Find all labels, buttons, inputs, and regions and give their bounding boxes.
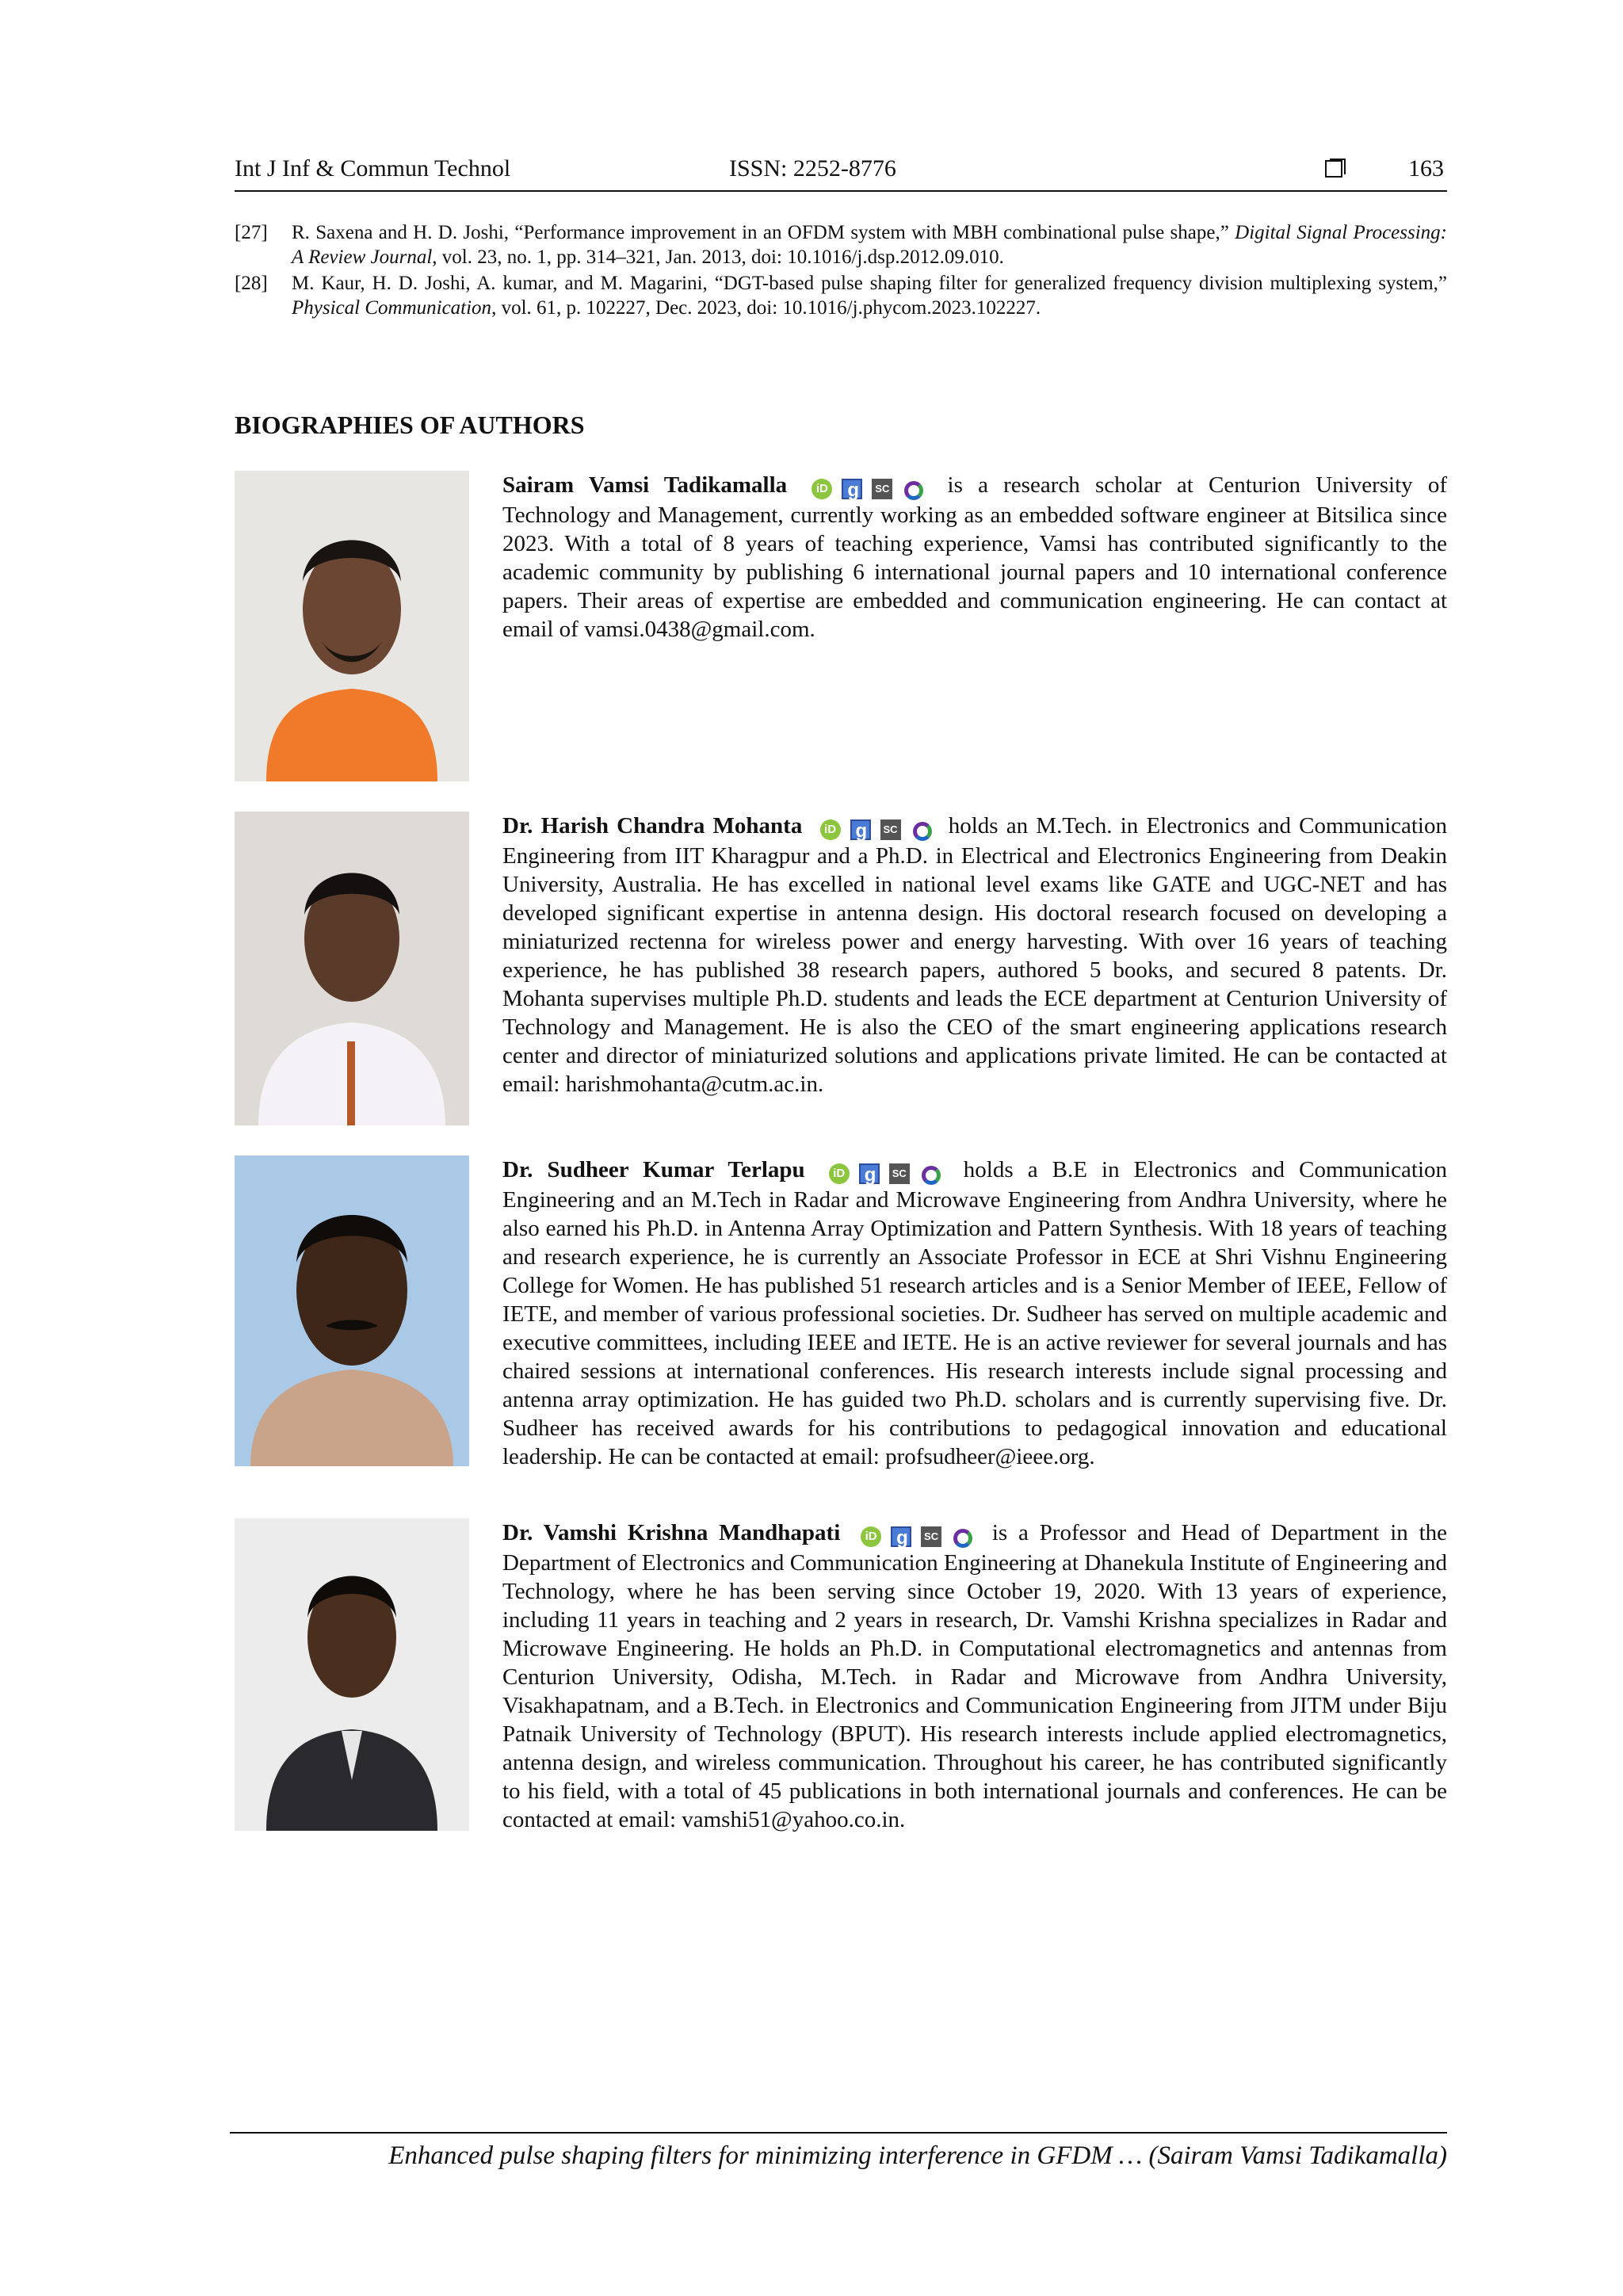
web-of-science-icon[interactable] — [911, 819, 931, 840]
journal-name: Int J Inf & Commun Technol — [235, 155, 511, 181]
reference-venue: Physical Communication — [292, 297, 492, 319]
author-description: holds a B.E in Electronics and Communication Engineering and an M.Tech in Radar and Microwave Engineering from Andhra University, where he also earned his Ph.D. in Antenna Array Optimization and Pattern Synthesis. With 18 years of teaching and research experience, he is currently an Associate Professor in ECE at Shri Vishnu Engineering College for Women. He has published 51 research articles and is a Senior Member of IEEE, Fellow of IETE, and member of various professional societies. Dr. Sudheer has served on multiple academic and executive committees, including IEEE and IETE. He is an active reviewer for several journals and has chaired sessions at international conferences. His research interests include signal processing and antenna array optimization. He has guided two Ph.D. scholars and is currently supervising five. Dr. Sudheer has received awards for his contributions to pedagogical innovation and educational leadership. He can be contacted at email: profsudheer@ieee.org. — [502, 1157, 1448, 1470]
reference-list — [235, 220, 1447, 322]
web-of-science-icon[interactable] — [951, 1526, 972, 1547]
square-bullet-icon — [1325, 160, 1342, 178]
author-photo — [235, 812, 469, 1125]
reference-text: M. Kaur, H. D. Joshi, A. kumar, and M. Magarini, “DGT-based pulse shaping filter for generalized frequency division multiplexing system,” — [292, 273, 1447, 294]
author-description: holds an M.Tech. in Electronics and Communication Engineering from IIT Kharagpur and a Ph.D. in Electrical and Electronics Engineering from Deakin University, Australia. He has excelled in national level exams like GATE and UGC-NET and has developed significant expertise in antenna design. His doctoral research focused on developing a miniaturized rectenna for wireless power and energy harvesting. With over 16 years of teaching experience, he has published 38 research papers, authored 5 books, and secured 8 patents. Dr. Mohanta supervises multiple Ph.D. students and leads the ECE department at Centurion University of Technology and Management. He is also the CEO of the smart engineering applications research center and director of miniaturized solutions and applications private limited. He can be contacted at email: harishmohanta@cutm.ac.in. — [502, 813, 1447, 1098]
author-photo — [235, 471, 469, 781]
issn: ISSN: 2252-8776 — [729, 155, 896, 181]
author-name: Dr. Harish Chandra Mohanta — [502, 813, 803, 839]
reference-number: [27] — [235, 222, 268, 243]
google-scholar-icon[interactable] — [850, 819, 871, 840]
author-description: is a Professor and Head of Department in the Department of Electronics and Communication Engineering at Dhanekula Institute of Engineering and Technology, where he has been serving since October 19, 2020. With 13 years of experience, including 11 years in teaching and 2 years in research, Dr. Vamshi Krishna specializes in Radar and Microwave Engineering. He holds an Ph.D. in Computational electromagnetics and antennas from Centurion University, Odisha, M.Tech. in Radar and Microwave from Andhra University, Visakhapatnam, and a B.Tech. in Electronics and Communication Engineering from JITM under Biju Patnaik University of Technology (BPUT). His research interests include applied electromagnetics, antenna design, and wireless communication. Throughout his career, he has contributed significantly to his field, with a total of 45 publications in both international journals and conferences. He can be contacted at email: vamshi51@yahoo.co.in. — [502, 1520, 1448, 1833]
author-photo — [235, 1156, 469, 1466]
author-description: is a research scholar at Centurion University of Technology and Management, currently working as an embedded software engineer at Bitsilica since 2023. With a total of 8 years of teaching experience, Vamsi has contributed significantly to the academic community by publishing 6 international journal papers and 10 international conference papers. Their areas of expertise are embedded and communication engineering. He can contact at email of vamsi.0438@gmail.com. — [502, 472, 1447, 643]
reference-text-end: , vol. 23, no. 1, pp. 314–321, Jan. 2013, doi: 10.1016/j.dsp.2012.09.010. — [432, 246, 1004, 268]
scopus-icon[interactable]: SC — [880, 819, 901, 840]
web-of-science-icon[interactable] — [919, 1163, 940, 1184]
author-name: Dr. Sudheer Kumar Terlapu — [502, 1157, 805, 1182]
reference-number: [28] — [235, 273, 268, 294]
reference-venue: Digital Signal Processing: A Review Journal — [292, 222, 1447, 268]
author-text — [502, 1156, 1447, 1471]
web-of-science-icon[interactable] — [902, 479, 922, 499]
orcid-icon[interactable]: iD — [861, 1526, 881, 1547]
profile-icons — [824, 1157, 945, 1186]
photo-lanyard — [347, 1041, 355, 1125]
author-name: Dr. Vamshi Krishna Mandhapati — [502, 1520, 841, 1545]
google-scholar-icon[interactable] — [842, 479, 862, 499]
reference-text: R. Saxena and H. D. Joshi, “Performance improvement in an OFDM system with MBH combinational pulse shape,” — [292, 222, 1235, 243]
scopus-icon[interactable]: SC — [889, 1163, 910, 1184]
orcid-icon[interactable]: iD — [829, 1163, 850, 1184]
orcid-icon[interactable]: iD — [812, 479, 832, 499]
author-text — [502, 1519, 1447, 1834]
section-heading: BIOGRAPHIES OF AUTHORS — [235, 411, 585, 439]
profile-icons — [856, 1520, 976, 1549]
author-text — [502, 471, 1447, 644]
author-photo — [235, 1519, 469, 1831]
reference-text-end: , vol. 61, p. 102227, Dec. 2023, doi: 10.1016/j.phycom.2023.102227. — [491, 297, 1041, 319]
profile-icons — [807, 472, 927, 501]
author-name: Sairam Vamsi Tadikamalla — [502, 472, 788, 498]
orcid-icon[interactable]: iD — [820, 819, 841, 840]
page-number: 163 — [1408, 155, 1444, 181]
reference-item — [235, 271, 1447, 320]
author-text — [502, 812, 1447, 1098]
reference-item — [235, 220, 1447, 269]
google-scholar-icon[interactable] — [891, 1526, 911, 1547]
profile-icons — [815, 813, 936, 842]
running-footer: Enhanced pulse shaping filters for minimizing interference in GFDM … (Sairam Vamsi Tadikamalla) — [230, 2132, 1447, 2171]
scopus-icon[interactable]: SC — [872, 479, 892, 499]
google-scholar-icon[interactable] — [859, 1163, 880, 1184]
scopus-icon[interactable]: SC — [921, 1526, 941, 1547]
running-header — [235, 155, 1447, 192]
